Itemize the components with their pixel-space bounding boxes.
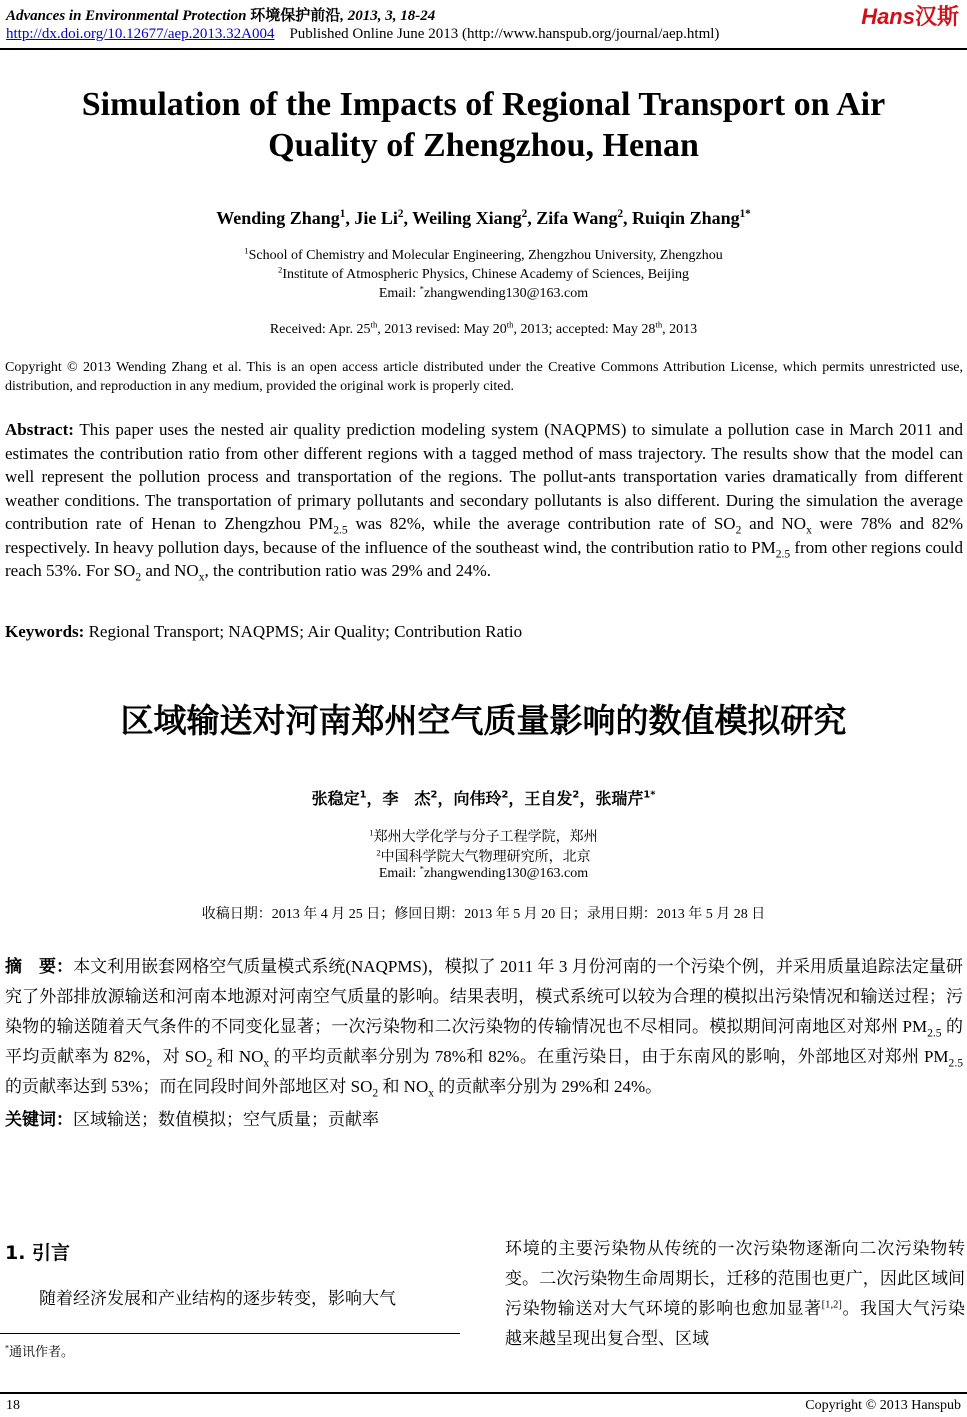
affiliation-text: 郑州大学化学与分子工程学院，郑州 bbox=[373, 830, 598, 845]
affiliation-text: 中国科学院大气物理研究所，北京 bbox=[380, 850, 591, 865]
author-name: Zifa Wang bbox=[536, 208, 618, 228]
copyright-notice: Copyright © 2013 Wending Zhang et al. This is an open access article distributed under the Creative Commons Attribution License, which permits unrestricted use, distribution, and reproduction in any medium, provided the original work is properly cited. bbox=[5, 360, 963, 394]
footnote-sup: * bbox=[5, 1343, 10, 1353]
subscript: 2 bbox=[206, 1056, 213, 1070]
logo-cn: 汉斯 bbox=[914, 4, 959, 29]
author-name: Jie Li bbox=[354, 208, 398, 228]
section-heading-intro: 1. 引言 bbox=[5, 1242, 71, 1264]
authors-cn bbox=[0, 786, 967, 809]
ordinal-sup: th bbox=[370, 319, 378, 330]
author-sup: 2 bbox=[397, 208, 404, 220]
keywords-text: Regional Transport; NAQPMS; Air Quality; Contribution Ratio bbox=[84, 622, 523, 641]
abstract-text: from other regions could reach 53%. For SO bbox=[5, 537, 964, 580]
abstract-text: were 78% and 82% respectively. In heavy pollution days, because of the influence of the southeast wind, the contribution ratio to PM bbox=[5, 514, 963, 557]
subscript: 2 bbox=[135, 570, 142, 584]
affiliation-en-1 bbox=[0, 245, 967, 264]
author-sep: , bbox=[345, 208, 355, 228]
abstract-text: and NO bbox=[141, 561, 199, 580]
affiliation-sup: 1 bbox=[244, 245, 249, 256]
journal-header bbox=[6, 4, 435, 25]
title-en-line1: Simulation of the Impacts of Regional Transport on Air bbox=[81, 86, 886, 123]
abstract-text: This paper uses the nested air quality prediction modeling system (NAQPMS) to simulate a pollution case in March 2011 and estimates the contribution ratio from other different regions with a tagged method of mass trajectory. The results show that the model can well represent the pollution process and transportation of the regions. The pollut-ants transportation varies dramatically from different weather conditions. The transportation of primary pollutants and secondary pollutants is also different. During the simulation the average contribution rate of Henan to Zhengzhou PM bbox=[5, 420, 963, 533]
citation-ref[interactable]: [1,2] bbox=[821, 1299, 842, 1311]
footnote-text: 通讯作者。 bbox=[9, 1344, 75, 1359]
author-name-cn: 王自发 bbox=[524, 789, 573, 808]
intro-paragraph-col1: 随着经济发展和产业结构的逐步转变，影响大气 bbox=[39, 1289, 396, 1308]
author-name: Weiling Xiang bbox=[412, 208, 522, 228]
author-sup: 1 bbox=[339, 208, 346, 220]
affiliation-sup: 1 bbox=[369, 827, 374, 838]
author-sep: , bbox=[527, 208, 537, 228]
author-name: Wending Zhang bbox=[216, 208, 340, 228]
logo-text: Hans bbox=[861, 4, 915, 29]
author-name-cn: 向伟玲 bbox=[453, 789, 502, 808]
affiliation-text: Institute of Atmospheric Physics, Chinese Academy of Sciences, Beijing bbox=[282, 267, 690, 282]
title-en-line2: Quality of Zhengzhou, Henan bbox=[268, 127, 699, 164]
subscript: 2.5 bbox=[948, 1056, 963, 1070]
footer-copyright: Copyright © 2013 Hanspub bbox=[805, 1398, 961, 1413]
received-dates-en bbox=[0, 319, 967, 338]
author-sup: 2 bbox=[521, 208, 528, 220]
abstract-label: Abstract: bbox=[5, 420, 74, 439]
author-sup: 2 bbox=[501, 789, 509, 801]
email-sup: * bbox=[419, 863, 425, 874]
abstract-text: was 82%, while the average contribution rate of SO bbox=[347, 514, 736, 533]
title-cn: 区域输送对河南郑州空气质量影响的数值模拟研究 bbox=[120, 701, 847, 740]
author-sep: , bbox=[623, 208, 633, 228]
affiliation-sup: 2 bbox=[277, 264, 283, 275]
abstract-label-cn: 摘 要： bbox=[5, 957, 74, 977]
abstract-text: 的平均贡献率为 82%，对 SO bbox=[5, 1017, 964, 1066]
abstract-text: 和 NO bbox=[378, 1077, 429, 1096]
author-sep: ， bbox=[366, 789, 383, 808]
abstract-text: and NO bbox=[741, 514, 807, 533]
abstract-text: 的贡献率达到 53%；而在同段时间外部地区对 SO bbox=[5, 1077, 373, 1096]
keywords-label-cn: 关键词： bbox=[5, 1110, 73, 1130]
footnote-divider bbox=[0, 1333, 460, 1334]
author-sep: ， bbox=[508, 789, 525, 808]
subscript: x bbox=[263, 1056, 270, 1070]
author-sep: ， bbox=[579, 789, 596, 808]
email-en bbox=[0, 283, 967, 302]
intro-text: 。我国大气污染越来越呈现出复合型、区域 bbox=[505, 1299, 966, 1348]
email-label: Email: bbox=[378, 866, 420, 881]
subscript: 2.5 bbox=[927, 1026, 942, 1040]
email-cn bbox=[0, 863, 967, 882]
received-dates-cn: 收稿日期：2013 年 4 月 25 日；修回日期：2013 年 5 月 20 日；录用日期：2013 年 5 月 28 日 bbox=[201, 907, 766, 922]
intro-text: 环境的主要污染物从传统的一次污染物逐渐向二次污染物转变。二次污染物生命周期长，迁移的范围也更广，因此区域间污染物输送对大气环境的影响也愈加显著 bbox=[505, 1239, 965, 1318]
doi-link[interactable]: http://dx.doi.org/10.12677/aep.2013.32A004 bbox=[6, 26, 275, 42]
author-sup: 2 bbox=[430, 789, 438, 801]
abstract-text: 和 NO bbox=[212, 1047, 264, 1066]
journal-name-cn: 环境保护前沿 bbox=[250, 8, 341, 24]
email-label: Email: bbox=[378, 286, 420, 301]
keywords-label: Keywords: bbox=[5, 622, 85, 641]
affiliation-en-2 bbox=[0, 264, 967, 283]
author-sup: 1 bbox=[359, 789, 367, 801]
subscript: 2 bbox=[735, 523, 742, 537]
subscript: x bbox=[806, 523, 812, 537]
author-sep: , bbox=[403, 208, 413, 228]
abstract-en bbox=[5, 418, 963, 583]
year-text: , 2013 bbox=[662, 322, 698, 337]
footer-divider bbox=[0, 1392, 967, 1394]
abstract-text: 的贡献率分别为 29%和 24%。 bbox=[434, 1077, 663, 1096]
author-name-cn: 张稳定 bbox=[311, 789, 360, 808]
author-name-cn: 张瑞芹 bbox=[595, 789, 644, 808]
title-en bbox=[0, 84, 967, 166]
intro-paragraph-col2 bbox=[505, 1234, 965, 1354]
email-sup: * bbox=[419, 283, 425, 294]
author-sup: 1* bbox=[739, 208, 751, 220]
page-number: 18 bbox=[6, 1398, 20, 1413]
author-name-cn: 李 杰 bbox=[382, 789, 431, 808]
volume-info: , 2013, 3, 18-24 bbox=[340, 8, 436, 24]
affiliation-sup: 2 bbox=[376, 847, 381, 858]
published-online: Published Online June 2013 (http://www.hanspub.org/journal/aep.html) bbox=[289, 26, 720, 42]
keywords-cn bbox=[5, 1105, 963, 1130]
received-text: Received: Apr. 25 bbox=[269, 322, 371, 337]
header-line2 bbox=[6, 26, 719, 43]
subscript: 2 bbox=[372, 1086, 379, 1100]
author-sep: ， bbox=[437, 789, 454, 808]
abstract-text: 的平均贡献率分别为 78%和 82%。在重污染日，由于东南风的影响，外部地区对郑州 PM bbox=[269, 1047, 949, 1066]
abstract-cn bbox=[5, 952, 963, 1102]
keywords-en bbox=[5, 622, 963, 642]
affiliation-text: School of Chemistry and Molecular Engineering, Zhengzhou University, Zhengzhou bbox=[248, 248, 723, 263]
keywords-text-cn: 区域输送；数值模拟；空气质量；贡献率 bbox=[73, 1110, 379, 1129]
revised-text: , 2013 revised: May 20 bbox=[377, 322, 507, 337]
journal-name: Advances in Environmental Protection bbox=[6, 8, 247, 24]
ordinal-sup: th bbox=[655, 319, 663, 330]
accepted-text: , 2013; accepted: May 28 bbox=[513, 322, 656, 337]
subscript: 2.5 bbox=[775, 546, 791, 560]
author-sup: 2 bbox=[572, 789, 580, 801]
author-name: Ruiqin Zhang bbox=[632, 208, 740, 228]
affiliation-cn-2 bbox=[0, 846, 967, 866]
authors-en bbox=[0, 208, 967, 229]
header-divider bbox=[0, 48, 967, 50]
abstract-text: , the contribution ratio was 29% and 24%. bbox=[204, 561, 492, 580]
affiliation-cn-1 bbox=[0, 826, 967, 846]
email-address[interactable]: zhangwending130@163.com bbox=[424, 286, 589, 301]
author-sup: 2 bbox=[617, 208, 624, 220]
ordinal-sup: th bbox=[506, 319, 514, 330]
subscript: x bbox=[428, 1086, 435, 1100]
footnote bbox=[5, 1341, 74, 1360]
email-address[interactable]: zhangwending130@163.com bbox=[424, 866, 589, 881]
author-sup: 1* bbox=[643, 789, 656, 801]
hanspub-logo bbox=[861, 0, 959, 31]
abstract-text: 本文利用嵌套网格空气质量模式系统(NAQPMS)，模拟了 2011 年 3 月份河南的一个污染个例，并采用质量追踪法定量研究了外部排放源输送和河南本地源对河南空气质量的影响。结果表明，模式系统可以较为合理的模拟出污染情况和输送过程；污染物的输送随着天气条件的不同变化显著；一次污染物和二次污染物的传输情况也不尽相同。模拟期间河南地区对郑州 PM bbox=[5, 957, 964, 1036]
subscript: x bbox=[198, 570, 205, 584]
subscript: 2.5 bbox=[333, 523, 348, 537]
